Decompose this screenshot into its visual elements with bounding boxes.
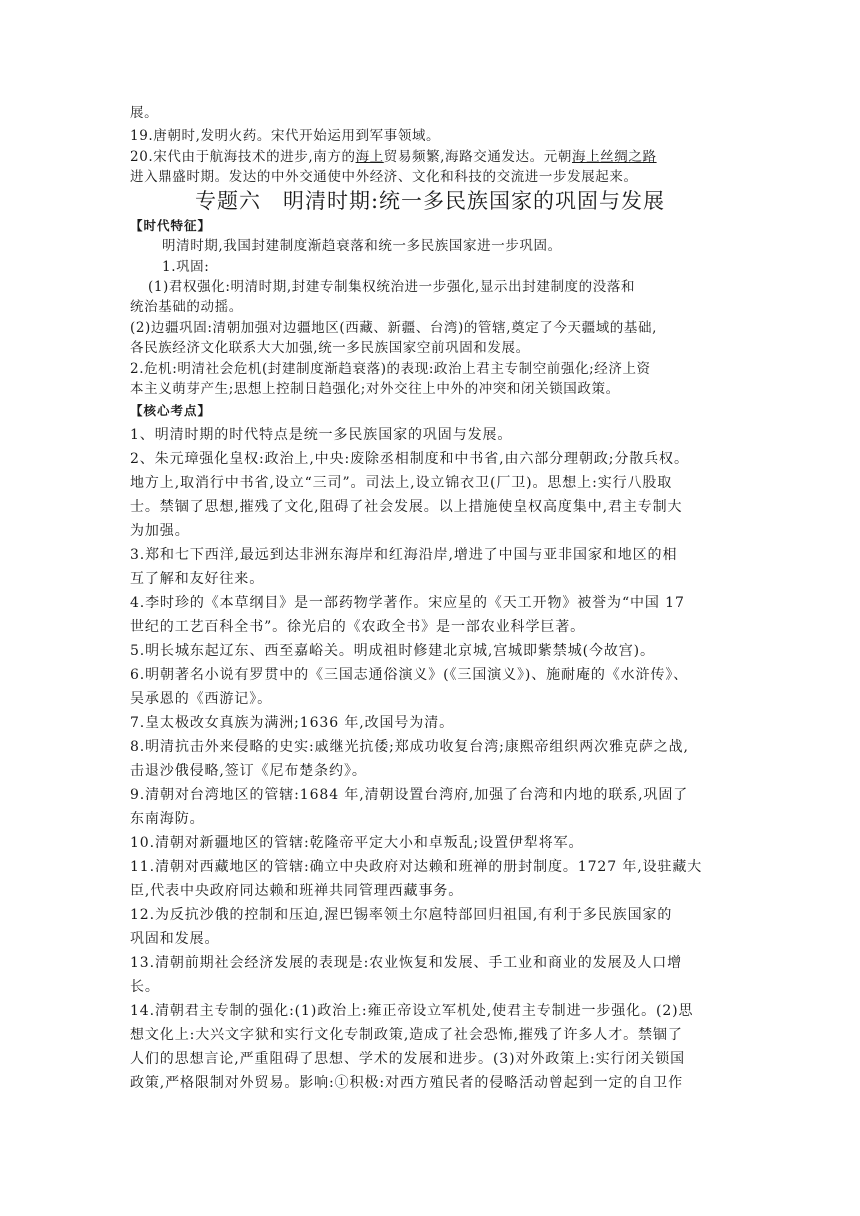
text-line: 2.危机:明清社会危机(封建制度渐趋衰落)的表现:政治上君主专制空前强化;经济上资	[130, 361, 651, 377]
underlined-text: 海上丝绸之路	[571, 149, 657, 165]
text-line: 进入鼎盛时期。发达的中外交通使中外经济、文化和科技的交流进一步发展起来。	[130, 169, 638, 185]
text-line: 世纪的工艺百科全书”。徐光启的《农政全书》是一部农业科学巨著。	[130, 619, 586, 635]
text-line: 6.明朝著名小说有罗贯中的《三国志通俗演义》(《三国演义》)、施耐庵的《水浒传》、	[130, 667, 689, 683]
text-line: 击退沙俄侵略,签订《尼布楚条约》。	[130, 763, 367, 779]
text-line: 7.皇太极改女真族为满洲;1636 年,改国号为清。	[130, 715, 455, 731]
text-line: 本主义萌芽产生;思想上控制日趋强化;对外交往上中外的冲突和闭关锁国政策。	[130, 381, 620, 397]
text-line: 士。禁锢了思想,摧残了文化,阻碍了社会发展。以上措施使皇权高度集中,君主专制大	[130, 499, 683, 515]
text-line: 1、明清时期的时代特点是统一多民族国家的巩固与发展。	[130, 427, 513, 443]
text-line: 14.清朝君主专制的强化:(1)政治上:雍正帝设立军机处,使君主专制进一步强化。(2)思	[130, 1003, 694, 1019]
text-line: 明清时期,我国封建制度渐趋衰落和统一多民族国家进一步巩固。	[162, 238, 562, 254]
section-heading: 【核心考点】	[130, 403, 212, 418]
text-span: 贸易频繁,海路交通发达。元朝	[383, 149, 572, 165]
text-line: 5.明长城东起辽东、西至嘉峪关。明成祖时修建北京城,宫城即紫禁城(今故宫)。	[130, 643, 655, 659]
text-line: 12.为反抗沙俄的控制和压迫,渥巴锡率领土尔扈特部回归祖国,有利于多民族国家的	[130, 907, 673, 923]
text-line: 11.清朝对西藏地区的管辖:确立中央政府对达赖和班禅的册封制度。1727 年,设驻藏大	[130, 859, 703, 875]
text-line: 13.清朝前期社会经济发展的表现是:农业恢复和发展、手工业和商业的发展及人口增	[130, 955, 683, 971]
text-line: 长。	[130, 979, 160, 995]
text-line: 地方上,取消行中书省,设立“三司”。司法上,设立锦衣卫(厂卫)。思想上:实行八股取	[130, 475, 673, 491]
text-line: 4.李时珍的《本草纲目》是一部药物学著作。宋应星的《天工开物》被誉为“中国 17	[130, 595, 685, 611]
text-span: 20.宋代由于航海技术的进步,南方的	[130, 149, 356, 165]
text-line: 为加强。	[130, 523, 190, 539]
text-line: 臣,代表中央政府同达赖和班禅共同管理西藏事务。	[130, 883, 464, 899]
underlined-text: 海上	[355, 149, 384, 165]
text-line: 巩固和发展。	[130, 931, 220, 947]
text-line: 政策,严格限制对外贸易。影响:①积极:对西方殖民者的侵略活动曾起到一定的自卫作	[130, 1075, 683, 1091]
text-line: 2、朱元璋强化皇权:政治上,中央:废除丞相制度和中书省,由六部分理朝政;分散兵权。	[130, 451, 689, 467]
text-line: 人们的思想言论,严重阻碍了思想、学术的发展和进步。(3)对外政策上:实行闭关锁国	[130, 1051, 685, 1067]
text-line: 东南海防。	[130, 811, 205, 827]
text-line: (2)边疆巩固:清朝加强对边疆地区(西藏、新疆、台湾)的管辖,奠定了今天疆域的基础,	[130, 320, 657, 336]
section-heading: 【时代特征】	[130, 218, 212, 233]
text-line: 10.清朝对新疆地区的管辖:乾隆帝平定大小和卓叛乱;设置伊犁将军。	[130, 835, 584, 851]
text-line: 各民族经济文化联系大大加强,统一多民族国家空前巩固和发展。	[130, 340, 530, 356]
text-line: 19.唐朝时,发明火药。宋代开始运用到军事领域。	[130, 128, 441, 144]
section-title: 专题六 明清时期:统一多民族国家的巩固与发展	[194, 189, 666, 213]
text-line: 3.郑和七下西洋,最远到达非洲东海岸和红海沿岸,增进了中国与亚非国家和地区的相	[130, 547, 678, 563]
text-line: 吴承恩的《西游记》。	[130, 691, 272, 707]
text-line: 互了解和友好往来。	[130, 571, 265, 587]
text-line: 1.巩固:	[162, 259, 210, 275]
text-line: 展。	[130, 105, 159, 121]
text-line: 想文化上:大兴文字狱和实行文化专制政策,造成了社会恐怖,摧残了许多人才。禁锢了	[130, 1027, 683, 1043]
text-line: 8.明清抗击外来侵略的史实:戚继光抗倭;郑成功收复台湾;康熙帝组织两次雅克萨之战,	[130, 739, 689, 755]
text-line: (1)君权强化:明清时期,封建专制集权统治进一步强化,显示出封建制度的没落和	[148, 279, 636, 295]
text-line: 统治基础的动摇。	[130, 299, 243, 315]
text-line: 9.清朝对台湾地区的管辖:1684 年,清朝设置台湾府,加强了台湾和内地的联系,巩固了	[130, 787, 689, 803]
text-line	[130, 147, 730, 167]
